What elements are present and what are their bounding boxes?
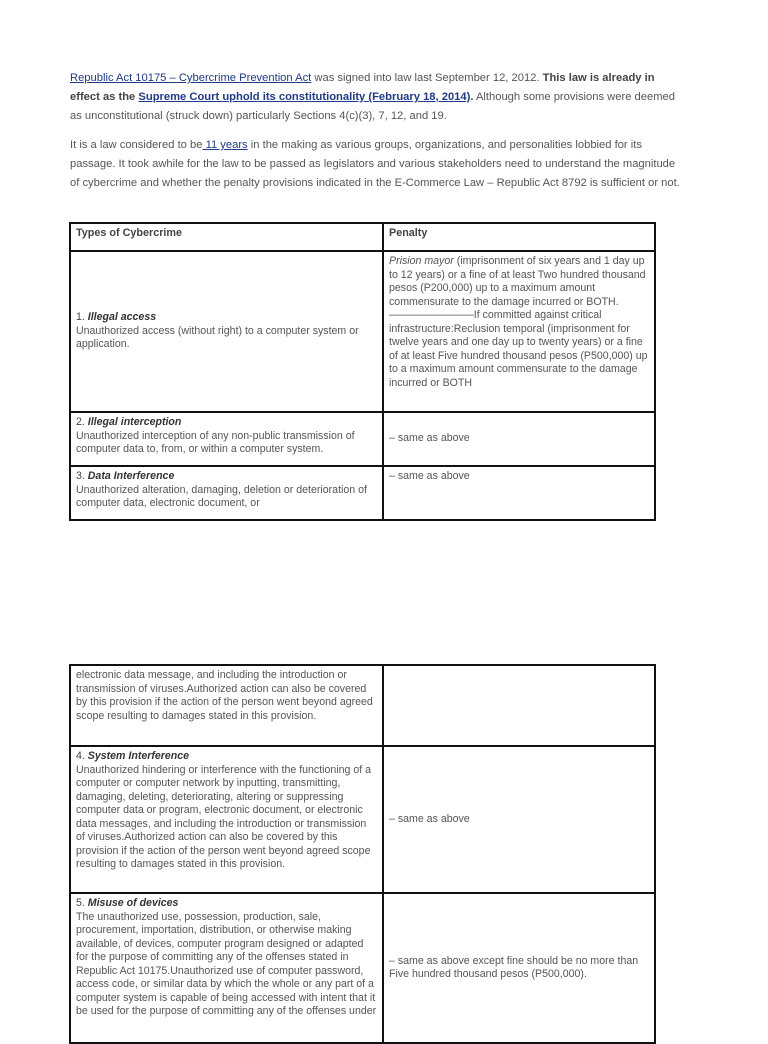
penalty-cell: – same as above [383,746,655,893]
crime-description: Unauthorized hindering or interference with the functioning of a computer or computer network by inputting, transmitting, damaging, deleting, deteriorating, altering or suppressing computer data or program, electronic document, or electronic data messages, and including the introduction or transmission of viruses.Authorized action can also be covered by this provision if the action of the person went beyond agreed scope resulting to damages stated in this provision. [76,763,372,870]
crime-cell [70,466,383,520]
penalty-cell: – same as above except fine should be no more than Five hundred thousand pesos (P500,000). [383,893,655,1043]
intro-text-2: Although some provisions were deemed as unconstitutional (struck down) particularly Sections 4(c)(3), 7, 12, and 19. [70,91,675,122]
penalty-italic: Prision mayor [389,255,454,267]
crime-description: The unauthorized use, possession, production, sale, procurement, importation, distribution, or otherwise making available, of devices, computer program designed or adapted for the purpose of committing any of the offenses stated in Republic Act 10175.Unauthorized use of computer password, access code, or similar data by which the whole or any part of a computer system is capable of being accessed with intent that it be used for the purpose of committing any of the offenses under [76,910,377,1017]
row-number: 2. [76,416,88,428]
row-number: 3. [76,470,88,482]
crime-cell [70,251,383,412]
intro-paragraph-1 [70,69,682,126]
republic-act-10175-link[interactable]: Republic Act 10175 – Cybercrime Prevention Act [70,72,312,84]
crime-description: Unauthorized interception of any non-public transmission of computer data to, from, or within a computer system. [76,429,355,455]
supreme-court-link[interactable]: Supreme Court uphold its constitutionality (February 18, 2014) [138,91,471,103]
header-types: Types of Cybercrime [70,223,383,251]
cybercrime-table-continued [69,664,656,1044]
cybercrime-table [69,222,656,521]
penalty-cell [383,251,655,412]
crime-cell [70,893,383,1043]
crime-title: System Interference [87,750,190,762]
table-row-continued [70,665,655,746]
penalty-cell [383,665,655,746]
crime-description: Unauthorized alteration, damaging, deletion or deterioration of computer data, electronic document, or [76,483,367,509]
crime-description: electronic data message, and including the introduction or transmission of viruses.Authorized action can also be covered by this provision if the action of the person went beyond agreed scope resulting to damages stated in this provision. [70,665,383,746]
table-row-data-interference [70,466,655,520]
intro-bold-text: This law is already in effect as the [70,72,655,103]
penalty-cell: – same as above [383,466,655,520]
row-number: 4. [76,750,88,762]
crime-title: Illegal interception [87,416,182,428]
crime-cell [70,412,383,466]
crime-title: Data Interference [87,470,175,482]
row-number: 5. [76,897,88,909]
header-penalty: Penalty [383,223,655,251]
crime-description: Unauthorized access (without right) to a computer system or application. [76,324,359,351]
crime-cell [70,746,383,893]
intro-p2-text-2: in the making as various groups, organizations, and personalities lobbied for its passage. It took awhile for the law to be passed as legislators and various stakeholders need to understand the magnitude of cybercrime and whether the penalty provisions indicated in the E-Commerce Law – Republic Act 8792 is sufficient or not. [70,139,680,189]
table-row-illegal-access [70,251,655,412]
intro-p2-text: It is a law considered to be [70,139,203,151]
intro-text: was signed into law last September 12, 2012. [311,72,543,84]
row-number: 1. [76,311,88,324]
penalty-cell: – same as above [383,412,655,466]
eleven-years-link[interactable]: 11 years [202,139,248,151]
crime-title: Illegal access [87,311,157,324]
intro-paragraph-2 [70,136,682,193]
table-row-misuse-of-devices [70,893,655,1043]
table-header-row [70,223,655,251]
table-row-system-interference [70,746,655,893]
penalty-text: (imprisonment of six years and 1 day up to 12 years) or a fine of at least Two hundred thousand pesos (P200,000) up to a maximum amount commensurate to the damage incurred or BOTH.————————If committed against critical infrastructure:Reclusion temporal (imprisonment for twelve years and one day up to twenty years) or a fine of at least Five hundred thousand pesos (P500,000) up to a maximum amount commensurate to the damage incurred or BOTH [389,255,648,389]
crime-title: Misuse of devices [87,897,179,909]
intro-bold-period: . [470,91,474,103]
table-row-illegal-interception [70,412,655,466]
